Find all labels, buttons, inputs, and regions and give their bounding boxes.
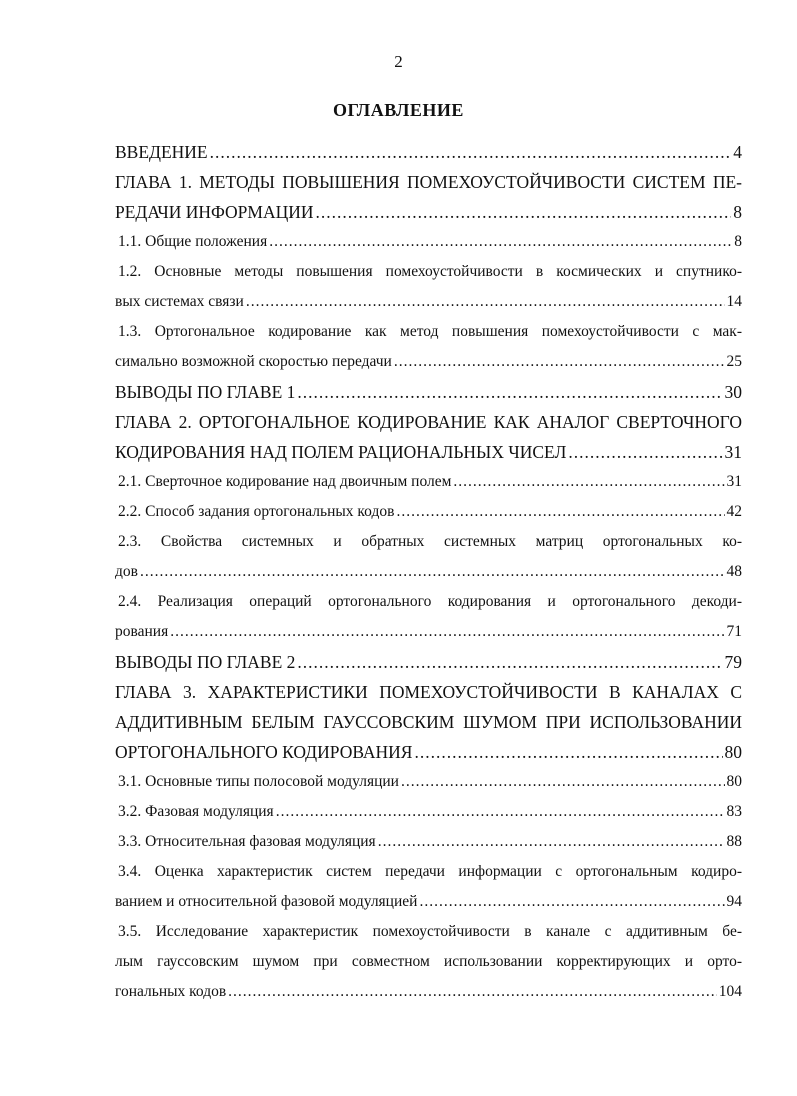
page-number: 2: [394, 52, 403, 71]
toc-entry-2[interactable]: [115, 167, 742, 227]
toc-page-number: 8: [734, 233, 742, 250]
toc-entry-12[interactable]: [115, 647, 742, 677]
toc-entry-line: 2.4. Реализация операций ортогонального кодирования и ортогонального декоди-: [118, 593, 742, 610]
toc-entry-title: 2.1. Сверточное кодирование над двоичным полем: [118, 473, 452, 490]
toc-page-number: 83: [726, 803, 742, 820]
toc-page-number: 4: [733, 142, 742, 162]
toc-entry-last-line: [115, 797, 742, 827]
toc-page-number: 14: [726, 293, 742, 310]
toc-entry-last-line: [115, 827, 742, 857]
toc-entry-7[interactable]: [115, 407, 742, 467]
toc-entry-last-line: [115, 437, 742, 467]
toc-entry-title: симально возможной скоростью передачи: [115, 353, 392, 370]
toc-entry-last-line: [115, 557, 742, 587]
toc-entry-last-line: [115, 977, 742, 1007]
dot-leader: [140, 557, 725, 587]
toc-page-number: 30: [724, 382, 742, 402]
toc-entry-14[interactable]: [115, 767, 742, 797]
toc-page-number: 71: [726, 623, 742, 640]
toc-entry-6[interactable]: [115, 377, 742, 407]
toc-entry-13[interactable]: [115, 677, 742, 767]
dot-leader: [396, 497, 724, 527]
toc-entry-line: ГЛАВА 1. МЕТОДЫ ПОВЫШЕНИЯ ПОМЕХОУСТОЙЧИВОСТИ СИСТЕМ ПЕ-: [115, 172, 742, 192]
toc-entry-title: 3.3. Относительная фазовая модуляция: [118, 833, 376, 850]
toc-entry-line: 2.3. Свойства системных и обратных системных матриц ортогональных ко-: [118, 533, 742, 550]
dot-leader: [414, 737, 722, 767]
toc-entry-last-line: [115, 467, 742, 497]
toc-page-number: 94: [726, 893, 742, 910]
toc-entry-16[interactable]: [115, 827, 742, 857]
toc-page-number: 80: [726, 773, 742, 790]
toc-entry-last-line: [115, 377, 742, 407]
toc-page-number: 88: [726, 833, 742, 850]
toc-entry-last-line: [115, 227, 742, 257]
toc-entry-line: ГЛАВА 2. ОРТОГОНАЛЬНОЕ КОДИРОВАНИЕ КАК АНАЛОГ СВЕРТОЧНОГО: [115, 412, 742, 432]
toc-entry-title: рования: [115, 623, 169, 640]
dot-leader: [394, 347, 725, 377]
dot-leader: [269, 227, 732, 257]
toc-entry-title: ВВЕДЕНИЕ: [115, 142, 208, 162]
toc-entry-1[interactable]: [115, 137, 742, 167]
toc-entry-18[interactable]: [115, 917, 742, 1007]
dot-leader: [419, 887, 724, 917]
toc-entry-10[interactable]: [115, 527, 742, 587]
toc-entry-last-line: [115, 287, 742, 317]
toc-entry-line: 3.5. Исследование характеристик помехоустойчивости в канале с аддитивным бе-: [118, 923, 742, 940]
toc-entry-last-line: [115, 617, 742, 647]
toc-entry-17[interactable]: [115, 857, 742, 917]
toc-entry-5[interactable]: [115, 317, 742, 377]
dot-leader: [297, 377, 722, 407]
dot-leader: [401, 767, 725, 797]
toc-entry-8[interactable]: [115, 467, 742, 497]
toc-entry-line: 1.2. Основные методы повышения помехоустойчивости в космических и спутнико-: [118, 263, 742, 280]
page-title: ОГЛАВЛЕНИЕ: [333, 100, 464, 120]
dot-leader: [210, 137, 732, 167]
toc-entry-last-line: [115, 497, 742, 527]
toc-entry-title: 2.2. Способ задания ортогональных кодов: [118, 503, 395, 520]
dot-leader: [453, 467, 724, 497]
toc-page-number: 48: [726, 563, 742, 580]
table-of-contents: [115, 137, 742, 1007]
dot-leader: [568, 437, 722, 467]
toc-page-number: 31: [724, 442, 742, 462]
toc-entry-title: ВЫВОДЫ ПО ГЛАВЕ 1: [115, 382, 296, 402]
toc-entry-title: ВЫВОДЫ ПО ГЛАВЕ 2: [115, 652, 296, 672]
toc-entry-last-line: [115, 737, 742, 767]
toc-entry-15[interactable]: [115, 797, 742, 827]
toc-entry-4[interactable]: [115, 257, 742, 317]
dot-leader: [170, 617, 724, 647]
toc-page-number: 25: [726, 353, 742, 370]
toc-entry-last-line: [115, 647, 742, 677]
toc-entry-last-line: [115, 767, 742, 797]
toc-entry-3[interactable]: [115, 227, 742, 257]
toc-entry-title: 3.1. Основные типы полосовой модуляции: [118, 773, 399, 790]
toc-entry-title: 3.2. Фазовая модуляция: [118, 803, 274, 820]
dot-leader: [228, 977, 717, 1007]
toc-entry-title: КОДИРОВАНИЯ НАД ПОЛЕМ РАЦИОНАЛЬНЫХ ЧИСЕЛ: [115, 442, 567, 462]
toc-entry-last-line: [115, 137, 742, 167]
toc-entry-line: лым гауссовским шумом при совместном использовании корректирующих и орто-: [115, 953, 742, 970]
toc-page-number: 8: [733, 202, 742, 222]
toc-entry-line: 3.4. Оценка характеристик систем передачи информации с ортогональным кодиро-: [118, 863, 742, 880]
toc-entry-line: АДДИТИВНЫМ БЕЛЫМ ГАУССОВСКИМ ШУМОМ ПРИ ИСПОЛЬЗОВАНИИ: [115, 712, 742, 732]
dot-leader: [316, 197, 732, 227]
toc-entry-title: дов: [115, 563, 138, 580]
toc-page-number: 80: [724, 742, 742, 762]
toc-page-number: 104: [718, 983, 742, 1000]
dot-leader: [246, 287, 725, 317]
toc-entry-line: ГЛАВА 3. ХАРАКТЕРИСТИКИ ПОМЕХОУСТОЙЧИВОСТИ В КАНАЛАХ С: [115, 682, 742, 702]
toc-entry-title: гональных кодов: [115, 983, 227, 1000]
toc-page-number: 79: [724, 652, 742, 672]
toc-entry-last-line: [115, 197, 742, 227]
toc-entry-last-line: [115, 887, 742, 917]
toc-page-number: 31: [726, 473, 742, 490]
dot-leader: [276, 797, 725, 827]
toc-entry-title: РЕДАЧИ ИНФОРМАЦИИ: [115, 202, 314, 222]
toc-entry-title: вых системах связи: [115, 293, 244, 310]
toc-entry-last-line: [115, 347, 742, 377]
toc-entry-9[interactable]: [115, 497, 742, 527]
toc-page-number: 42: [726, 503, 742, 520]
dot-leader: [297, 647, 722, 677]
toc-entry-title: ОРТОГОНАЛЬНОГО КОДИРОВАНИЯ: [115, 742, 413, 762]
dot-leader: [378, 827, 725, 857]
toc-entry-title: ванием и относительной фазовой модуляцией: [115, 893, 418, 910]
toc-entry-title: 1.1. Общие положения: [118, 233, 268, 250]
toc-entry-11[interactable]: [115, 587, 742, 647]
toc-entry-line: 1.3. Ортогональное кодирование как метод повышения помехоустойчивости с мак-: [118, 323, 742, 340]
